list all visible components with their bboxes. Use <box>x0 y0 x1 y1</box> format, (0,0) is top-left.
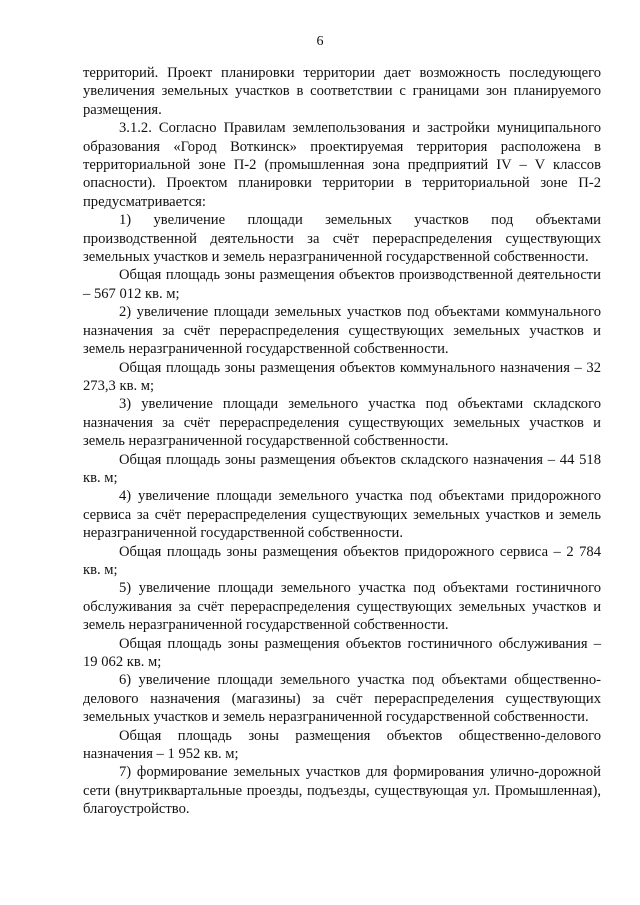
list-item: 4) увеличение площади земельного участка под объектами придорожного сервиса за счёт перераспределения существующих земельных участков и земель неразграниченной государственной собственности. <box>83 488 601 542</box>
area-summary: Общая площадь зоны размещения объектов придорожного сервиса – 2 784 кв. м; <box>83 543 601 578</box>
body-text <box>83 64 601 819</box>
list-item: 7) формирование земельных участков для формирования улично-дорожной сети (внутриквартальные проезды, подъезды, существующая ул. Промышленная), благоустройство. <box>83 764 601 818</box>
area-summary: Общая площадь зоны размещения объектов производственной деятельности – 567 012 кв. м; <box>83 267 601 302</box>
area-summary: Общая площадь зоны размещения объектов гостиничного обслуживания – 19 062 кв. м; <box>83 635 601 670</box>
area-summary: Общая площадь зоны размещения объектов общественно-делового назначения – 1 952 кв. м; <box>83 727 601 763</box>
area-summary: Общая площадь зоны размещения объектов коммунального назначения – 32 273,3 кв. м; <box>83 359 601 394</box>
area-summary: Общая площадь зоны размещения объектов складского назначения – 44 518 кв. м; <box>83 451 601 486</box>
list-item: 6) увеличение площади земельного участка под объектами общественно-делового назначения (магазины) за счёт перераспределения существующих земельных участков и земель неразграниченной государственной собственности. <box>83 672 601 726</box>
list-item: 1) увеличение площади земельных участков под объектами производственной деятельности за счёт перераспределения существующих земельных участков и земель неразграниченной государственной собственности. <box>83 212 601 266</box>
paragraph: территорий. Проект планировки территории дает возможность последующего увеличения земельных участков в соответствии с границами зон планируемого размещения. <box>83 65 601 118</box>
page-number: 6 <box>316 34 324 49</box>
list-item: 5) увеличение площади земельного участка под объектами гостиничного обслуживания за счёт перераспределения существующих земельных участков и земель неразграниченной государственной собственности. <box>83 580 601 634</box>
list-item: 3) увеличение площади земельного участка под объектами складского назначения за счёт перераспределения существующих земельных участков и земель неразграниченной государственной собственности. <box>83 396 601 450</box>
list-item: 2) увеличение площади земельных участков под объектами коммунального назначения за счёт перераспределения существующих земельных участков и земель неразграниченной государственной собственности. <box>83 304 601 358</box>
paragraph: 3.1.2. Согласно Правилам землепользования и застройки муниципального образования «Город Воткинск» проектируемая территория расположена в территориальной зоне П-2 (промышленная зона предприятий IV – V классов опасности). Проектом планировки территории в территориальной зоне П-2 предусматривается: <box>83 120 601 210</box>
